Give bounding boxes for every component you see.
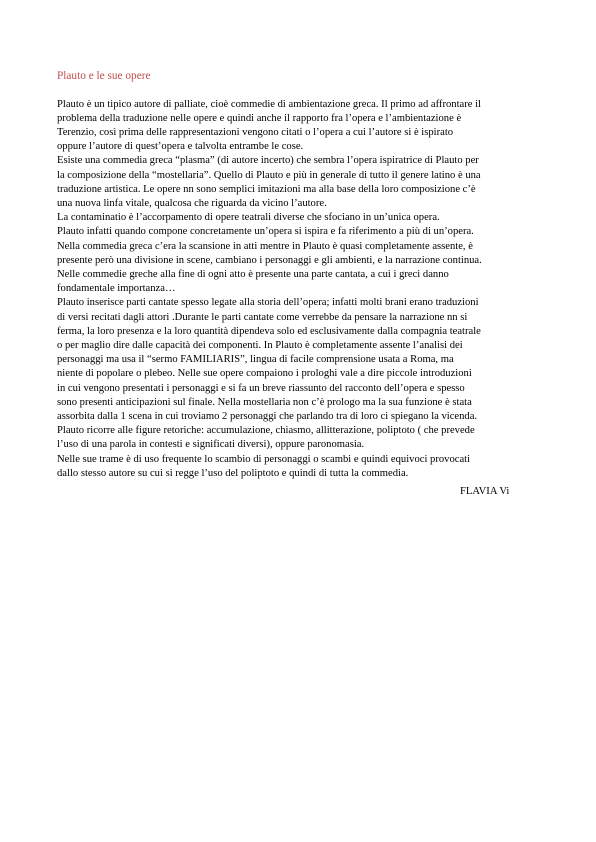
body-text-line: assorbita dalla 1 scena in cui troviamo 2 personaggi che parlando tra di loro ci spiegano la vicenda. — [57, 410, 478, 422]
author-signature: FLAVIA Vi — [460, 486, 510, 497]
document-page — [57, 69, 547, 481]
body-text-line: fondamentale importanza… — [57, 283, 176, 295]
body-text-line: Nelle sue trame è di uso frequente lo scambio di personaggi o scambi e quindi equivoci provocati — [57, 453, 471, 465]
body-text-line: Plauto è un tipico autore di palliate, cioè commedie di ambientazione greca. Il primo ad affrontare il — [57, 98, 481, 110]
body-text-line: Esiste una commedia greca “plasma” (di autore incerto) che sembra l’opera ispiratrice di Plauto per — [57, 155, 479, 167]
body-text-line: traduzione artistica. Le opere nn sono semplici imitazioni ma alla base della loro composizione c’è — [57, 183, 476, 195]
body-text-line: Plauto infatti quando compone concretamente un’opera si ispira e fa riferimento a più di un’opera. — [57, 226, 474, 238]
body-text-line: in cui vengono presentati i personaggi e si fa un breve riassunto del racconto dell’opera e spesso — [57, 382, 465, 394]
body-text-line: Plauto ricorre alle figure retoriche: accumulazione, chiasmo, allitterazione, poliptoto ( che prevede — [57, 425, 475, 437]
body-text-line: una nuova linfa vitale, qualcosa che riguarda da vicino l’autore. — [57, 197, 327, 209]
body-text-line: La contaminatio è l’accorpamento di opere teatrali diverse che sfociano in un’unica opera. — [57, 212, 440, 224]
body-text-line: personaggi ma usa il “sermo FAMILIARIS”, lingua di facile comprensione usata a Roma, ma — [57, 354, 454, 366]
document-body — [57, 98, 547, 481]
body-text-line: Terenzio, così prima delle rappresentazioni vengono citati o l’opera a cui l’autore si è ispirato — [57, 126, 454, 138]
body-text-line: dallo stesso autore su cui si regge l’uso del poliptoto e quindi di tutta la commedia. — [57, 467, 409, 479]
body-text-line: niente di popolare o plebeo. Nelle sue opere compaiono i prologhi vale a dire piccole introduzioni — [57, 368, 472, 380]
body-text-line: presente però una divisione in scene, cambiano i personaggi e gli ambienti, e la narrazione continua. — [57, 254, 482, 266]
body-text-line: ferma, la loro presenza e la loro quantità dipendeva solo ed esclusivamente dalla compagnia teatrale — [57, 325, 481, 337]
body-text-line: oppure l’autore di quest’opera e talvolta entrambe le cose. — [57, 141, 304, 153]
document-title: Plauto e le sue opere — [57, 70, 151, 82]
body-text-line: Nella commedia greca c’era la scansione in atti mentre in Plauto è quasi completamente assente, è — [57, 240, 473, 252]
body-text-line: problema della traduzione nelle opere e quindi anche il rapporto fra l’opera e l’ambientazione è — [57, 112, 462, 124]
body-text-line: Nelle commedie greche alla fine di ogni atto è presente una parte cantata, a cui i greci danno — [57, 268, 449, 280]
body-text-line: l’uso di una parola in contesti e significati diversi), oppure paronomasia. — [57, 439, 365, 451]
body-text-line: sono presenti anticipazioni sul finale. Nella mostellaria non c’è prologo ma la sua funzione è stata — [57, 396, 472, 408]
body-text-line: Plauto inserisce parti cantate spesso legate alla storia dell’opera; infatti molti brani erano traduzioni — [57, 297, 479, 309]
body-text-line: la composizione della “mostellaria”. Quello di Plauto e più in generale di tutto il genere latino è una — [57, 169, 481, 181]
body-text-line: o per maglio dire dalle capacità dei componenti. In Plauto è completamente assente l’analisi dei — [57, 339, 463, 351]
body-text-line: di versi recitati dagli attori .Durante le parti cantate come verrebbe da pensare la narrazione nn si — [57, 311, 468, 323]
